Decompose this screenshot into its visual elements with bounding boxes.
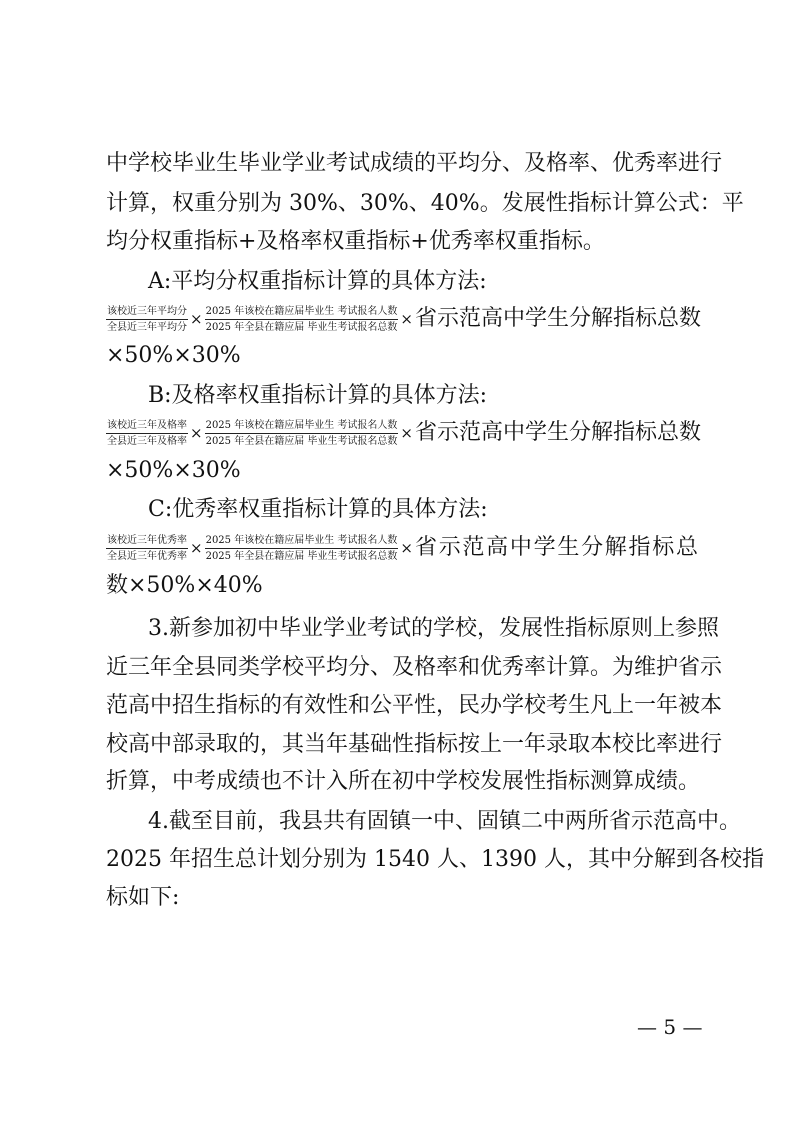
method-a-formula-tail: 省示范高中学生分解指标总数 (414, 306, 701, 331)
method-a-formula-continuation: ×50%×30% (106, 343, 241, 368)
paragraph-3-line-2: 近三年全县同类学校平均分、及格率和优秀率计算。为维护省示 (106, 655, 723, 680)
method-b-fraction-2 (205, 419, 399, 448)
paragraph-1-line-1: 中学校毕业生毕业学业考试成绩的平均分、及格率、优秀率进行 (106, 151, 723, 176)
paragraph-3-line-3: 范高中招生指标的有效性和公平性，民办学校考生凡上一年被本 (106, 693, 723, 718)
paragraph-1-line-3: 均分权重指标+及格率权重指标+优秀率权重指标。 (106, 229, 605, 254)
method-a-formula (106, 302, 701, 336)
multiply-sign: × (190, 424, 203, 442)
method-b-fraction-1-denominator: 全县近三年及格率 (106, 433, 188, 448)
method-c-fraction-1-denominator: 全县近三年优秀率 (106, 548, 188, 563)
paragraph-4-line-1: 4.截至目前，我县共有固镇一中、固镇二中两所省示范高中。 (148, 809, 741, 834)
method-c-fraction-2 (205, 534, 399, 563)
method-c-heading: C:优秀率权重指标计算的具体方法: (148, 497, 488, 522)
multiply-sign: × (190, 310, 203, 328)
paragraph-3-line-5: 折算，中考成绩也不计入所在初中学校发展性指标测算成绩。 (106, 769, 701, 794)
method-a-fraction-1 (106, 305, 188, 334)
method-a-heading: A:平均分权重指标计算的具体方法: (148, 269, 487, 294)
method-b-fraction-2-denominator: 2025 年全县在籍应届 毕业生考试报名总数 (205, 433, 399, 448)
method-a-fraction-2-denominator: 2025 年全县在籍应届 毕业生考试报名总数 (205, 319, 399, 334)
method-a-fraction-1-numerator: 该校近三年平均分 (107, 305, 187, 317)
method-a-fraction-2-numerator: 2025 年该校在籍应届毕业生 考试报名人数 (205, 305, 398, 317)
method-c-formula-continuation: 数×50%×40% (106, 573, 263, 598)
method-a-fraction-1-denominator: 全县近三年平均分 (106, 319, 188, 334)
method-b-formula-tail: 省示范高中学生分解指标总数 (414, 420, 701, 445)
method-b-formula-continuation: ×50%×30% (106, 458, 241, 483)
paragraph-3-line-1: 3.新参加初中毕业学业考试的学校，发展性指标原则上参照 (148, 616, 719, 641)
method-b-formula (106, 416, 701, 450)
method-c-formula (106, 531, 698, 565)
method-b-fraction-1-numerator: 该校近三年及格率 (107, 419, 187, 431)
paragraph-1-line-2: 计算，权重分别为 30%、30%、40%。发展性指标计算公式：平 (106, 191, 744, 216)
method-a-fraction-2 (205, 305, 399, 334)
method-c-fraction-2-denominator: 2025 年全县在籍应届 毕业生考试报名总数 (205, 548, 399, 563)
method-b-fraction-2-numerator: 2025 年该校在籍应届毕业生 考试报名人数 (205, 419, 398, 431)
paragraph-4-line-2: 2025 年招生总计划分别为 1540 人、1390 人，其中分解到各校指 (106, 847, 764, 872)
method-c-fraction-1 (106, 534, 188, 563)
method-b-fraction-1 (106, 419, 188, 448)
multiply-sign: × (400, 424, 413, 442)
method-c-fraction-1-numerator: 该校近三年优秀率 (107, 534, 187, 546)
paragraph-4-line-3: 标如下: (106, 885, 180, 910)
page-number: — 5 — (637, 1015, 703, 1039)
paragraph-3-line-4: 校高中部录取的，其当年基础性指标按上一年录取本校比率进行 (106, 732, 723, 757)
method-c-formula-tail: 省示范高中学生分解指标总 (414, 535, 698, 560)
method-c-fraction-2-numerator: 2025 年该校在籍应届毕业生 考试报名人数 (205, 534, 398, 546)
multiply-sign: × (190, 539, 203, 557)
multiply-sign: × (400, 310, 413, 328)
multiply-sign: × (400, 539, 413, 557)
method-b-heading: B:及格率权重指标计算的具体方法: (148, 383, 487, 408)
